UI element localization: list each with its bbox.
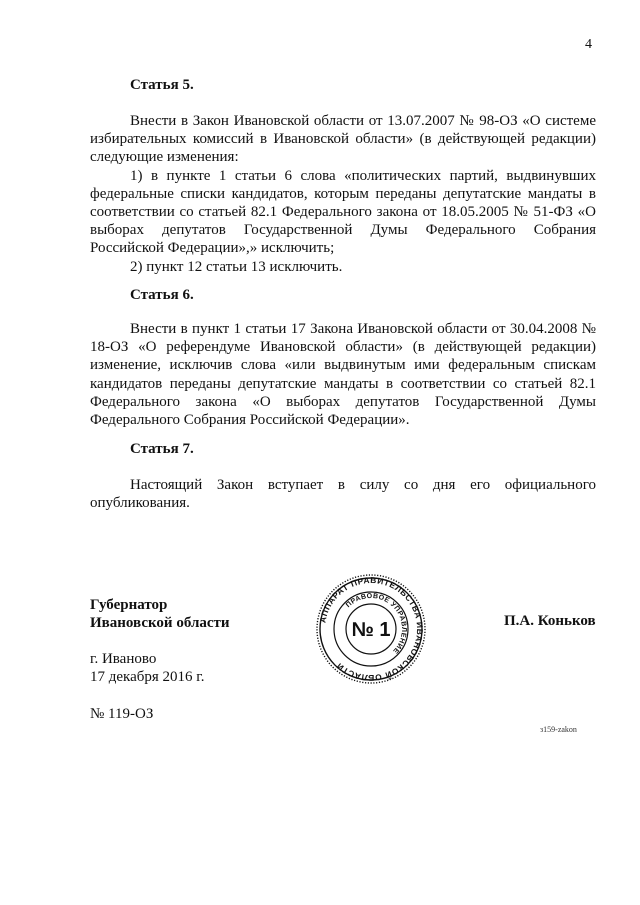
seal-outer-text: АППАРАТ ПРАВИТЕЛЬСТВА ИВАНОВСКОЙ ОБЛАСТИ	[317, 574, 426, 684]
place-and-date	[90, 650, 205, 686]
file-code: з159-zakon	[540, 725, 577, 734]
article-5-paragraph-3: 2) пункт 12 статьи 13 исключить.	[130, 258, 343, 275]
signatory-title-line-2: Ивановской области	[90, 615, 230, 631]
signatory-name: П.А. Коньков	[504, 613, 596, 629]
seal-number: № 1	[351, 619, 391, 641]
article-5-heading: Статья 5.	[130, 77, 194, 93]
article-5-paragraph-2: 1) в пункте 1 статьи 6 слова «политических партий, выдвинувших федеральные списки кандидатов, которым переданы депутатские мандаты в соответствии со статьей 82.1 Федерального закона от 18.05.2005 № 51-ФЗ «О выборах депутатов Государственной Думы Федерального Собрания Российской Федерации»,» исключить;	[90, 167, 596, 257]
article-5-paragraph-1: Внести в Закон Ивановской области от 13.07.2007 № 98-ОЗ «О системе избирательных комиссий в Ивановской области» (в действующей редакции) следующие изменения:	[90, 113, 596, 166]
seal-inner-text: ПРАВОВОЕ УПРАВЛЕНИЕ	[345, 592, 408, 655]
article-7-body	[90, 476, 596, 512]
page-number: 4	[585, 37, 592, 52]
signatory-title-line-1: Губернатор	[90, 597, 168, 613]
signing-date: 17 декабря 2016 г.	[90, 669, 205, 685]
article-6-heading: Статья 6.	[130, 287, 194, 303]
city: г. Иваново	[90, 651, 157, 667]
article-5-body	[90, 112, 596, 276]
article-6-paragraph-1: Внести в пункт 1 статьи 17 Закона Ивановской области от 30.04.2008 № 18-ОЗ «О референдуме Ивановской области» (в действующей редакции) изменение, исключив слова «или выдвинутым ими федеральным спискам кандидатов переданы депутатские мандаты в соответствии со статьей 82.1 Федерального закона «О выборах депутатов Государственной Думы Федерального Собрания Российской Федерации».	[90, 321, 596, 429]
article-6-body	[90, 320, 596, 429]
article-7-heading: Статья 7.	[130, 441, 194, 457]
law-number: № 119-ОЗ	[90, 706, 154, 722]
signatory-title	[90, 596, 230, 632]
official-seal	[315, 573, 427, 685]
article-7-paragraph-1: Настоящий Закон вступает в силу со дня его официального опубликования.	[90, 477, 596, 512]
